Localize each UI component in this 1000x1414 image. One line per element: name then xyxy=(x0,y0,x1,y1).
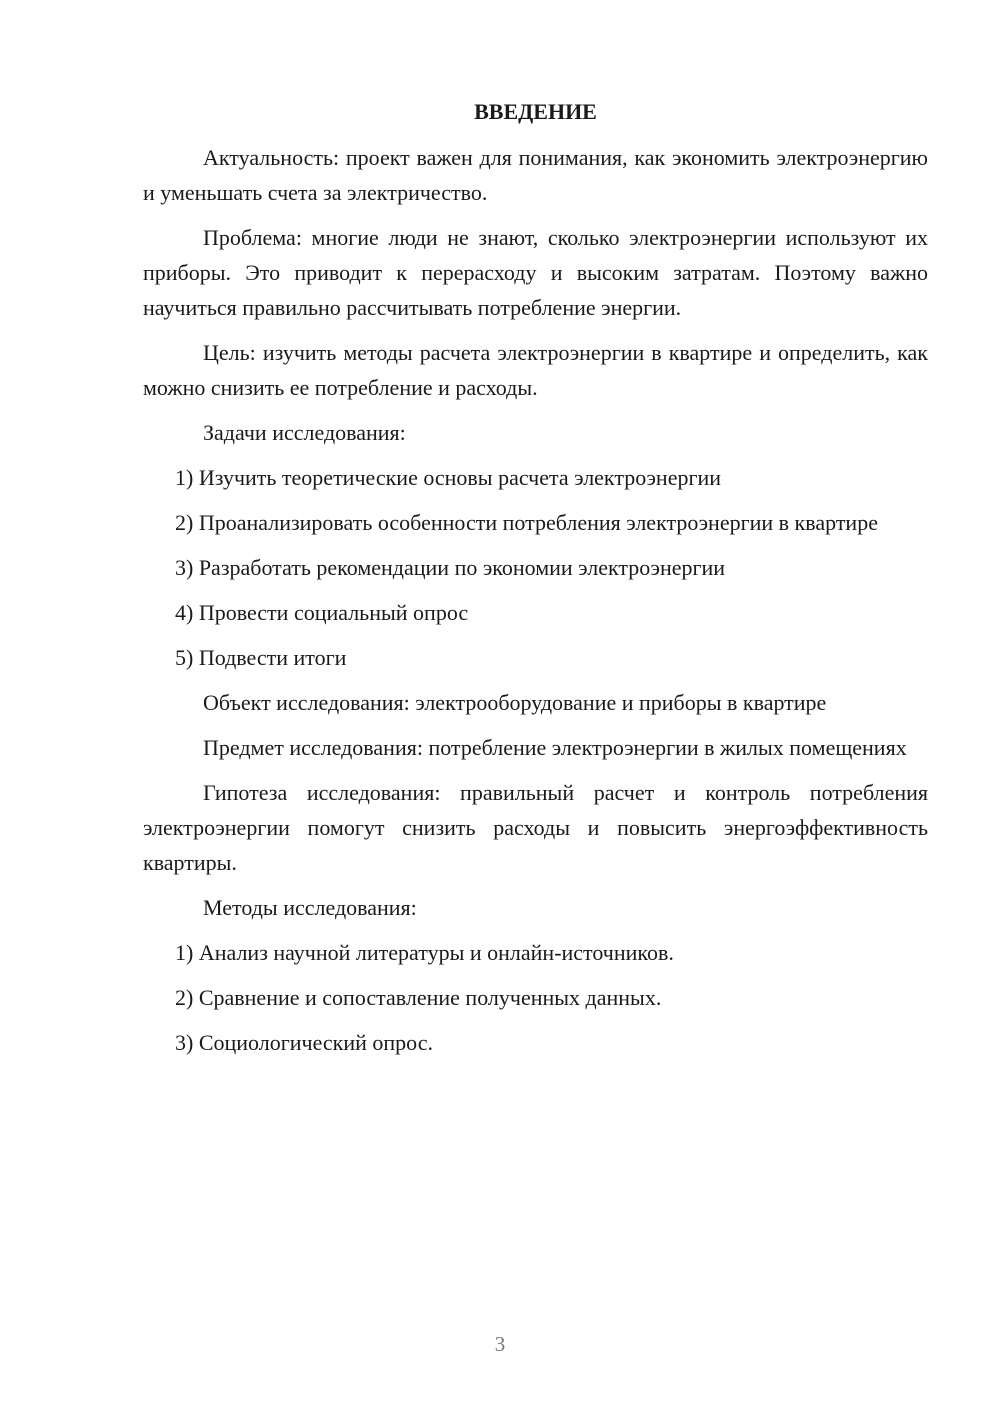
methods-heading: Методы исследования: xyxy=(203,895,417,920)
method-item: 1) Анализ научной литературы и онлайн-источников. xyxy=(175,940,674,965)
page-number: 3 xyxy=(494,1332,506,1356)
problem-paragraph: Проблема: многие люди не знают, сколько электроэнергии используют их приборы. Это приводит к перерасходу и высоким затратам. Поэтому важно научиться правильно рассчитывать потребление энергии. xyxy=(143,225,928,320)
relevance-paragraph: Актуальность: проект важен для понимания, как экономить электроэнергию и уменьшать счета за электричество. xyxy=(143,145,928,205)
method-item: 2) Сравнение и сопоставление полученных данных. xyxy=(175,985,662,1010)
hypothesis-paragraph: Гипотеза исследования: правильный расчет и контроль потребления электроэнергии помогут снизить расходы и повысить энергоэффективность квартиры. xyxy=(143,780,928,875)
object-paragraph: Объект исследования: электрооборудование и приборы в квартире xyxy=(203,690,827,715)
task-item: 5) Подвести итоги xyxy=(175,645,347,670)
goal-paragraph: Цель: изучить методы расчета электроэнергии в квартире и определить, как можно снизить ее потребление и расходы. xyxy=(143,340,928,400)
task-item: 2) Проанализировать особенности потребления электроэнергии в квартире xyxy=(175,510,878,535)
task-item: 3) Разработать рекомендации по экономии электроэнергии xyxy=(175,555,726,580)
page-title: ВВЕДЕНИЕ xyxy=(474,99,597,124)
subject-paragraph: Предмет исследования: потребление электроэнергии в жилых помещениях xyxy=(203,735,907,760)
method-item: 3) Социологический опрос. xyxy=(175,1030,433,1055)
task-item: 1) Изучить теоретические основы расчета электроэнергии xyxy=(175,465,722,490)
tasks-heading: Задачи исследования: xyxy=(203,420,406,445)
task-item: 4) Провести социальный опрос xyxy=(175,600,469,625)
page-content xyxy=(143,94,928,1070)
